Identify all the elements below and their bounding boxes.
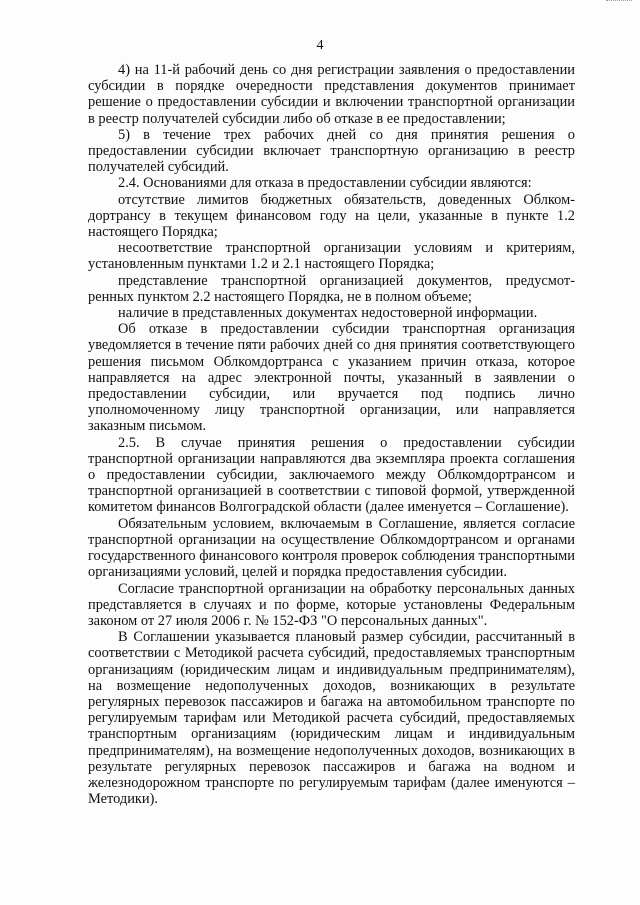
paragraph-planned-subsidy: В Соглашении указывается плановый размер субсидии, рассчитанный в соответствии с Методикой расчета субсидий, предоставляемых транспортным организациям (юридическим лицам и индивидуальным предпринимателям), на возмещение недополученных доходов, возникающих в результате регулярных перевозок пассажиров и багажа на автомобильном транспорте по регулируемым тарифам или Методикой расчета субсидий, предоставляемых транспортным организациям (юридическим лицам и индивидуальным предпринимателям), на возмещение недополученных доходов, возникающих в результате регулярных перевозок пассажиров и багажа на водном и железнодорожном транспорте по регулируемым тарифам (далее именуются – Методики). [88,629,575,808]
paragraph-no-limits: отсутствие лимитов бюджетных обязательств, доведенных Облком-дортрансу в текущем финансовом году на цели, указанные в пункте 1.2 настоящего Порядка; [88,191,575,241]
paragraph-2-5: 2.5. В случае принятия решения о предоставлении субсидии транспортной организации направляются два экземпляра проекта соглашения о предоставлении субсидии, заключаемого между Облкомдортрансом и транспортной организацией в соответствии с типовой формой, утвержденной комитетом финансов Волгоградской области (далее именуется – Соглашение). [88,434,575,516]
paragraph-false-info: наличие в представленных документах недостоверной информации. [118,305,538,322]
scan-corner-mark [606,0,632,3]
paragraph-mandatory-condition: Обязательным условием, включаемым в Соглашение, является согласие транспортной организации на осуществление Облкомдортрансом и органами государственного финансового контроля проверок соблюдения транспортными организациями условий, целей и порядка предоставления субсидии. [88,515,575,581]
paragraph-personal-data-consent: Согласие транспортной организации на обработку персональных данных представляется в случаях и по форме, которые установлены Федеральным законом от 27 июля 2006 г. № 152-ФЗ "О персональных данных". [88,580,575,629]
paragraph-item-5: 5) в течение трех рабочих дней со дня принятия решения о предоставлении субсидии включает транспортную организацию в реестр получателей субсидий. [88,126,575,176]
paragraph-2-4-heading: 2.4. Основаниями для отказа в предоставлении субсидии являются: [118,175,532,192]
page-number: 4 [316,38,324,53]
paragraph-nonconformity: несоответствие транспортной организации условиям и критериям, установленным пунктами 1.2 и 2.1 настоящего Порядка; [88,240,575,273]
paragraph-incomplete-docs: представление транспортной организацией документов, предусмот-ренных пунктом 2.2 настоящего Порядка, не в полном объеме; [88,272,575,305]
paragraph-item-4: 4) на 11-й рабочий день со дня регистрации заявления о предоставлении субсидии в порядке очередности представления документов принимает решение о предоставлении субсидии и включении транспортной организации в реестр получателей субсидии либо об отказе в ее предоставлении; [88,62,575,127]
paragraph-refusal-notice: Об отказе в предоставлении субсидии транспортная организация уведомляется в течение пяти рабочих дней со дня принятия соответствующего решения письмом Облкомдортранса с указанием причин отказа, которое направляется на адрес электронной почты, указанный в заявлении о предоставлении субсидии, или вручается под подпись лично уполномоченному лицу транспортной организации, или направляется заказным письмом. [88,321,575,435]
document-body [88,62,575,807]
